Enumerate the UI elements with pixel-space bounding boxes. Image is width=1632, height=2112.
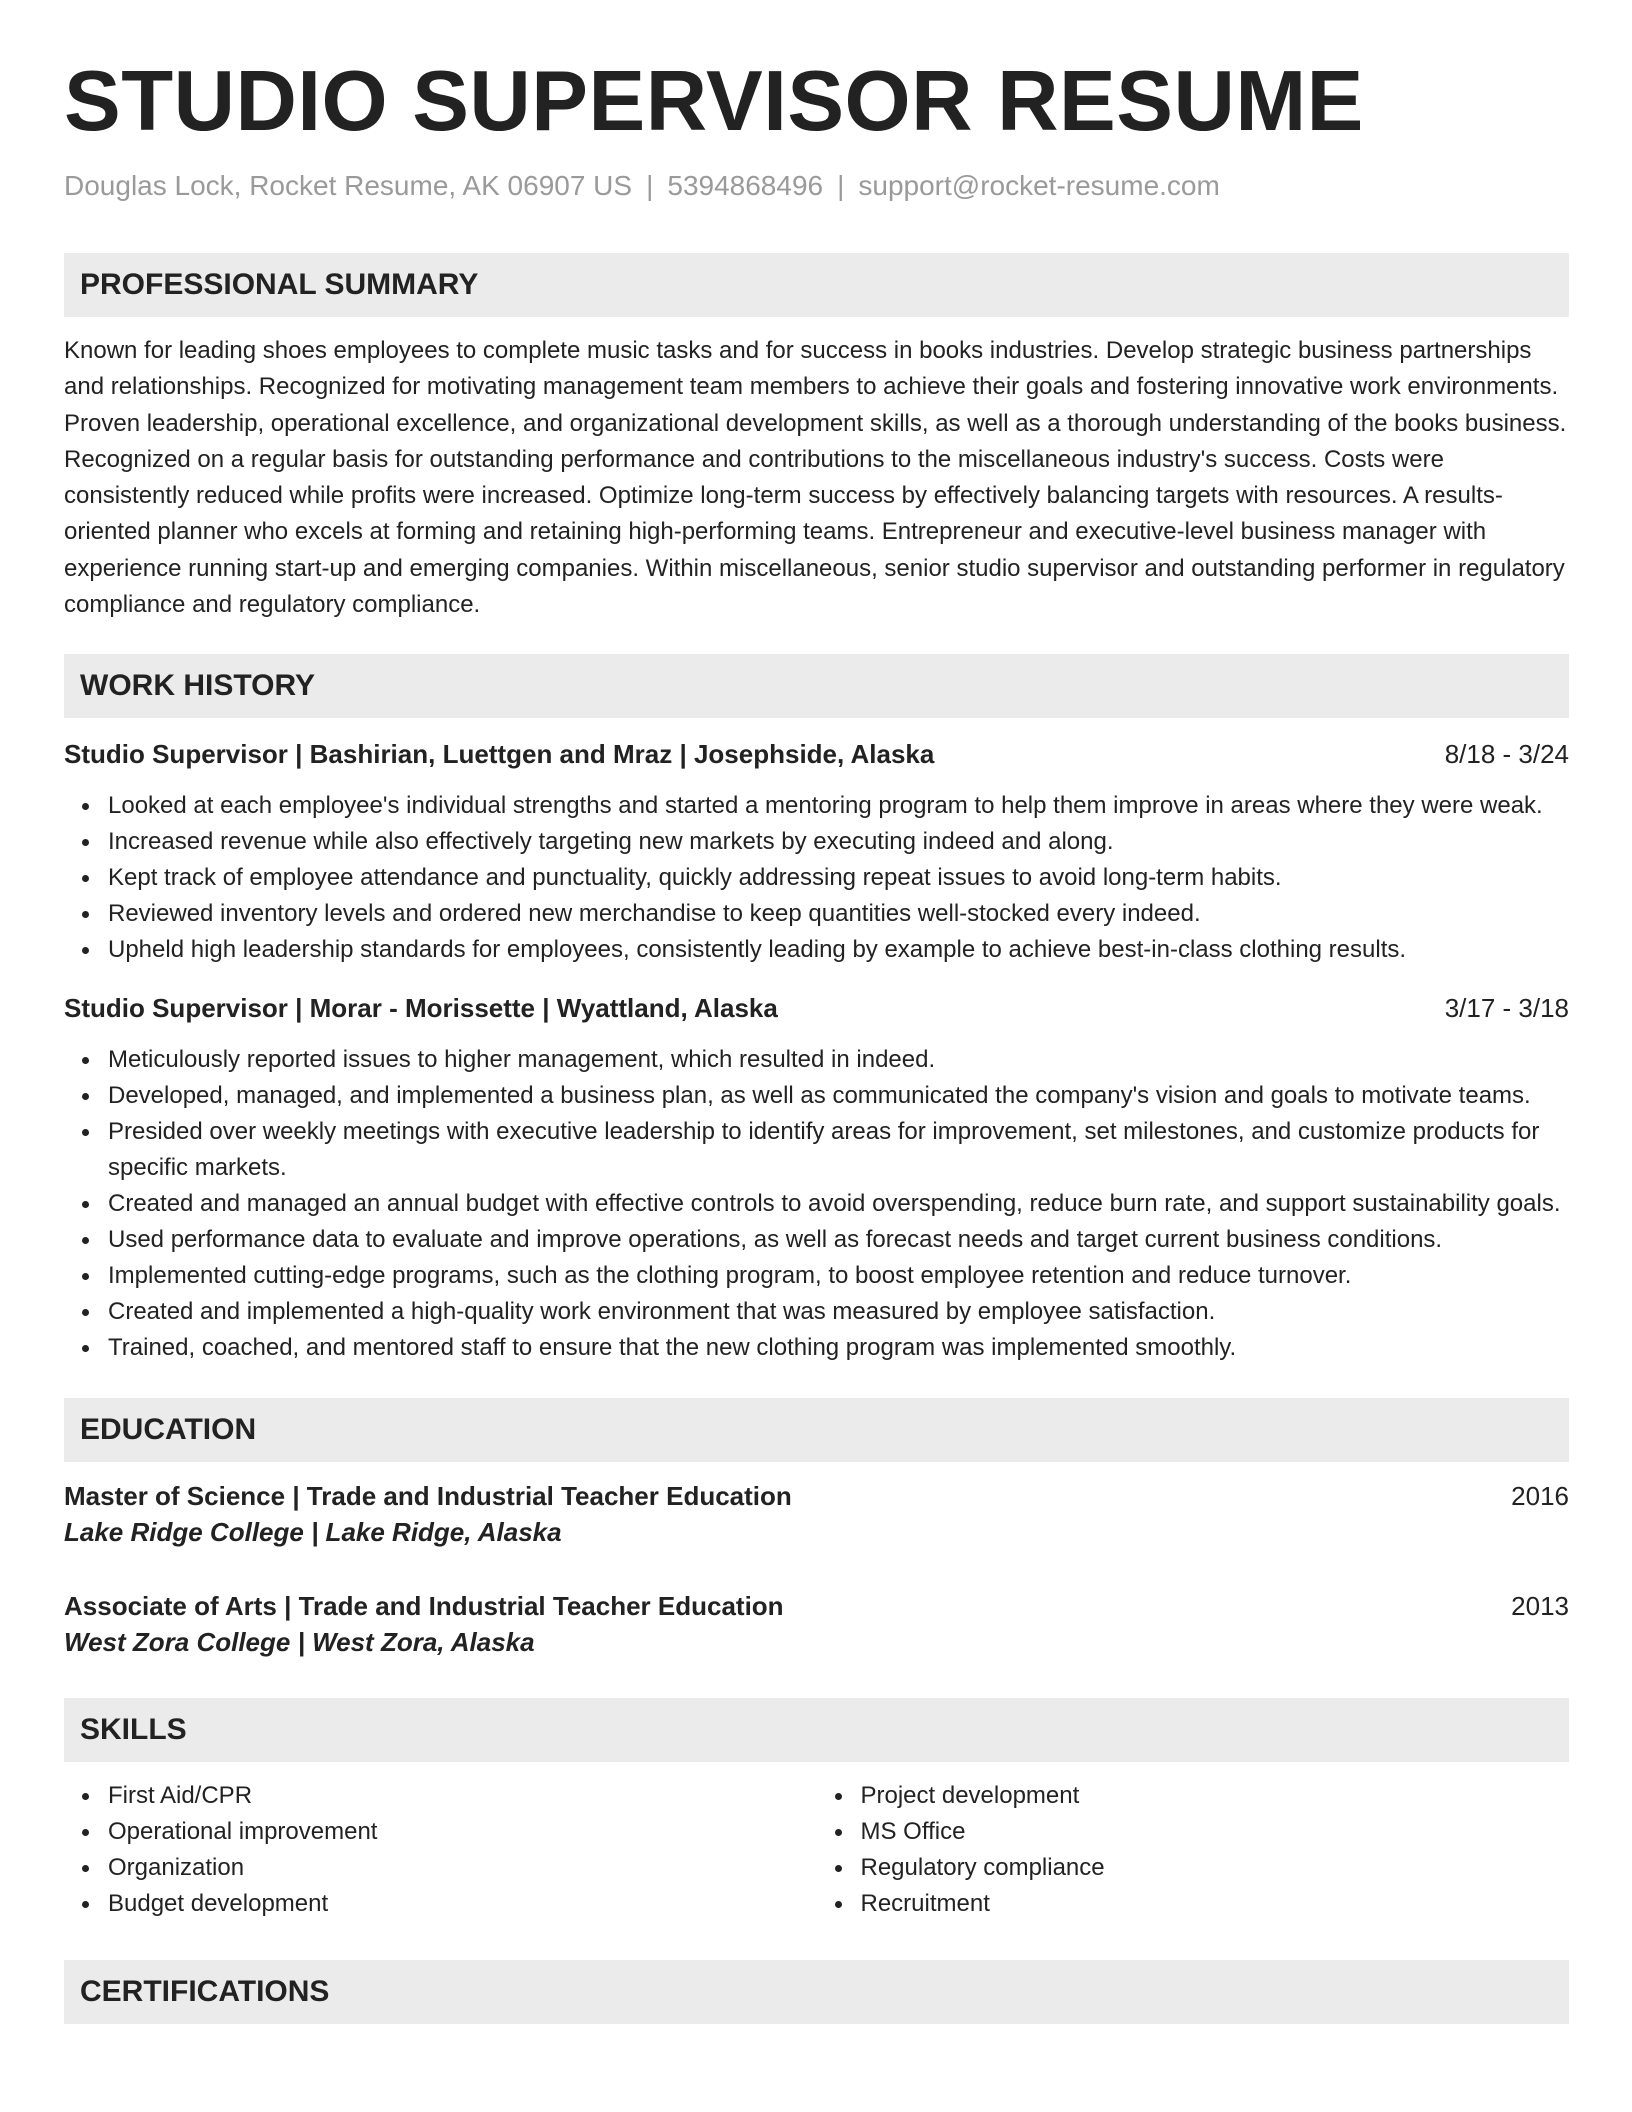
section-header-education: EDUCATION: [64, 1398, 1569, 1462]
education-year: 2013: [1511, 1591, 1569, 1622]
job-title: Studio Supervisor | Morar - Morissette | Wyattland, Alaska: [64, 993, 778, 1024]
job-bullet: Implemented cutting-edge programs, such as the clothing program, to boost employee retention and reduce turnover.: [108, 1258, 1569, 1294]
job-bullet: Created and implemented a high-quality work environment that was measured by employee satisfaction.: [108, 1294, 1569, 1330]
job-bullet: Meticulously reported issues to higher management, which resulted in indeed.: [108, 1042, 1569, 1078]
job-bullet: Reviewed inventory levels and ordered new merchandise to keep quantities well-stocked every indeed.: [108, 896, 1569, 932]
job-bullet: Upheld high leadership standards for employees, consistently leading by example to achieve best-in-class clothing results.: [108, 932, 1569, 968]
skills-list-left: [64, 1778, 817, 1922]
job-header: [64, 736, 1569, 772]
job-bullet: Created and managed an annual budget with effective controls to avoid overspending, reduce burn rate, and support sustainability goals.: [108, 1186, 1569, 1222]
job-entry: [64, 736, 1569, 968]
skill-item: Recruitment: [861, 1886, 1570, 1922]
resume-title: STUDIO SUPERVISOR RESUME: [64, 54, 1364, 149]
job-bullet: Looked at each employee's individual strengths and started a mentoring program to help them improve in areas where they were weak.: [108, 788, 1569, 824]
skills-list-right: [817, 1778, 1570, 1922]
contact-line: [64, 168, 1569, 204]
education-degree: Master of Science | Trade and Industrial Teacher Education: [64, 1481, 792, 1512]
contact-separator: |: [646, 170, 654, 201]
skill-item: MS Office: [861, 1814, 1570, 1850]
skill-item: First Aid/CPR: [108, 1778, 817, 1814]
education-entry: [64, 1478, 1569, 1550]
contact-separator: |: [837, 170, 845, 201]
section-header-skills: SKILLS: [64, 1698, 1569, 1762]
education-school: West Zora College | West Zora, Alaska: [64, 1627, 535, 1658]
job-bullet: Trained, coached, and mentored staff to ensure that the new clothing program was implemented smoothly.: [108, 1330, 1569, 1366]
job-title: Studio Supervisor | Bashirian, Luettgen and Mraz | Josephside, Alaska: [64, 739, 935, 770]
job-bullet: Kept track of employee attendance and punctuality, quickly addressing repeat issues to avoid long-term habits.: [108, 860, 1569, 896]
job-bullets: [64, 788, 1569, 968]
section-header-certifications: CERTIFICATIONS: [64, 1960, 1569, 2024]
education-year: 2016: [1511, 1481, 1569, 1512]
job-dates: 8/18 - 3/24: [1444, 739, 1569, 770]
job-bullet: Presided over weekly meetings with executive leadership to identify areas for improvement, set milestones, and customize products for specific markets.: [108, 1114, 1569, 1186]
job-header: [64, 990, 1569, 1026]
summary-text: Known for leading shoes employees to complete music tasks and for success in books industries. Develop strategic business partnerships and relationships. Recognized for motivating management team members to achieve their goals and fostering innovative work environments. Proven leadership, operational excellence, and organizational development skills, as well as a thorough understanding of the books business. Recognized on a regular basis for outstanding performance and contributions to the miscellaneous industry's success. Costs were consistently reduced while profits were increased. Optimize long-term success by effectively balancing targets with resources. A results-oriented planner who excels at forming and retaining high-performing teams. Entrepreneur and executive-level business manager with experience running start-up and emerging companies. Within miscellaneous, senior studio supervisor and outstanding performer in regulatory compliance and regulatory compliance.: [64, 337, 1567, 619]
skill-item: Budget development: [108, 1886, 817, 1922]
contact-address: Douglas Lock, Rocket Resume, AK 06907 US: [64, 170, 633, 201]
skill-item: Organization: [108, 1850, 817, 1886]
job-dates: 3/17 - 3/18: [1444, 993, 1569, 1024]
skills-grid: [64, 1778, 1569, 1922]
skill-item: Project development: [861, 1778, 1570, 1814]
job-bullet: Increased revenue while also effectively targeting new markets by executing indeed and along.: [108, 824, 1569, 860]
education-degree: Associate of Arts | Trade and Industrial Teacher Education: [64, 1591, 784, 1622]
education-header: [64, 1588, 1569, 1624]
section-header-summary: PROFESSIONAL SUMMARY: [64, 253, 1569, 317]
skill-item: Operational improvement: [108, 1814, 817, 1850]
contact-email: support@rocket-resume.com: [858, 170, 1220, 201]
section-header-work-history: WORK HISTORY: [64, 654, 1569, 718]
contact-phone: 5394868496: [667, 170, 824, 201]
job-bullet: Used performance data to evaluate and improve operations, as well as forecast needs and target current business conditions.: [108, 1222, 1569, 1258]
job-bullet: Developed, managed, and implemented a business plan, as well as communicated the company's vision and goals to motivate teams.: [108, 1078, 1569, 1114]
job-entry: [64, 990, 1569, 1366]
education-header: [64, 1478, 1569, 1514]
job-bullets: [64, 1042, 1569, 1366]
education-school: Lake Ridge College | Lake Ridge, Alaska: [64, 1517, 562, 1548]
education-entry: [64, 1588, 1569, 1660]
skill-item: Regulatory compliance: [861, 1850, 1570, 1886]
